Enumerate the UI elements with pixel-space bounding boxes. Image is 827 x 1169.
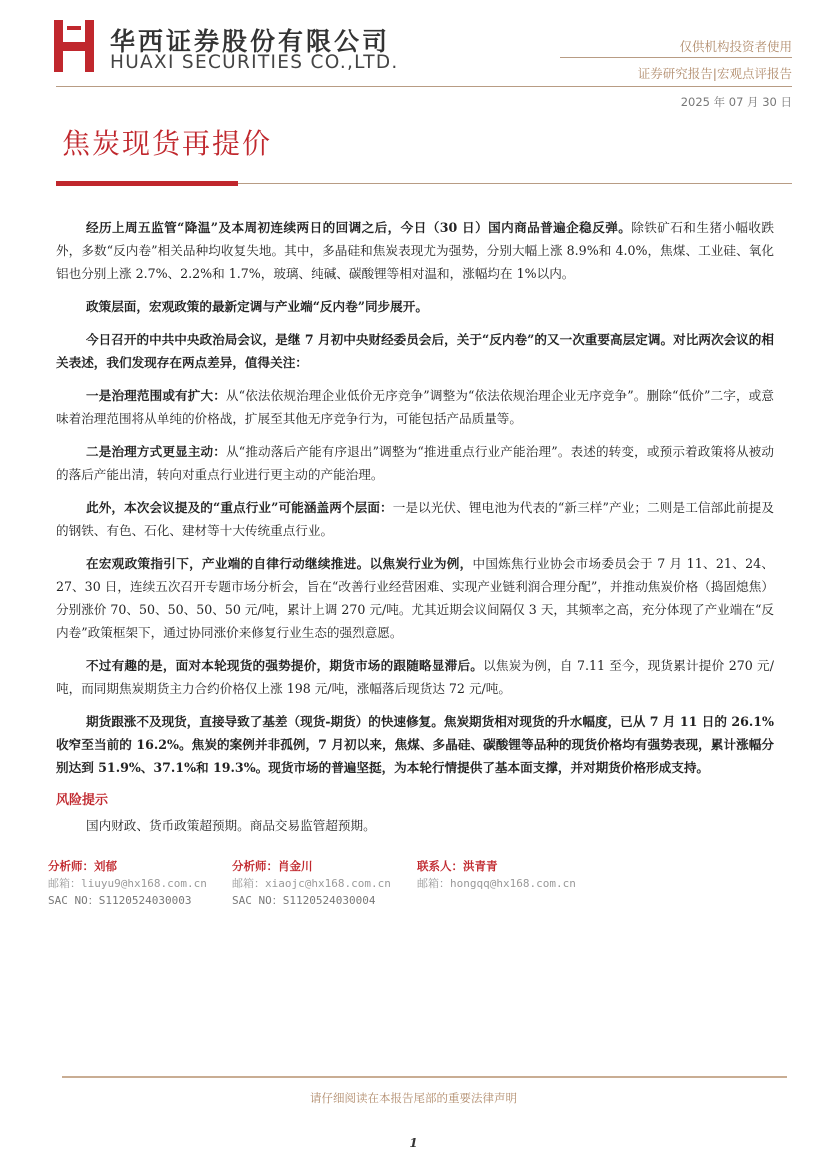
paragraph-6: 此外，本次会议提及的“重点行业”可能涵盖两个层面：一是以光伏、锂电池为代表的“新三样”产业；二则是工信部此前提及的钢铁、有色、石化、建材等十大传统重点行业。	[56, 500, 774, 538]
contact-1	[417, 857, 617, 892]
paragraph-5: 二是治理方式更显主动：从“推动落后产能有序退出”调整为“推进重点行业产能治理”。表述的转变，或预示着政策将从被动的落后产能出清，转向对重点行业进行更主动的产能治理。	[56, 444, 775, 482]
paragraph-2: 政策层面，宏观政策的最新定调与产业端“反内卷”同步展开。	[86, 299, 428, 314]
page-number: 1	[409, 1136, 418, 1150]
report-date: 2025 年 07 月 30 日	[680, 95, 792, 109]
paragraph-1: 经历上周五监管“降温”及本周初连续两日的回调之后，今日（30 日）国内商品普遍企稳反弹。除铁矿石和生猪小幅收跌外，多数“反内卷”相关品种均收复失地。其中，多晶硅和焦炭表现尤为强势，分别大幅上涨 8.9%和 4.0%，焦煤、工业硅、氧化铝也分别上涨 2.7%、2.2%和 1.7%，玻璃、纯碱、碳酸锂等相对温和，涨幅均在 1%以内。	[56, 220, 774, 281]
audience-note: 仅供机构投资者使用	[679, 39, 792, 54]
title-accent-bar	[56, 181, 238, 186]
report-title: 焦炭现货再提价	[62, 127, 273, 160]
report-type: 证券研究报告|宏观点评报告	[637, 66, 792, 81]
paragraph-8: 不过有趣的是，面对本轮现货的强势提价，期货市场的跟随略显滞后。以焦炭为例，自 7.11 至今，现货累计提价 270 元/吨，而同期焦炭期货主力合约价格仅上涨 198 元/吨，涨幅落后现货达 72 元/吨。	[56, 658, 774, 696]
analyst-sac: SAC NO：S1120524030003	[48, 894, 192, 907]
huaxi-logo-icon	[54, 20, 94, 72]
paragraph-4: 一是治理范围或有扩大：从“依法依规治理企业低价无序竞争”调整为“依法依规治理企业无序竞争”。删除“低价”二字，或意味着治理范围将从单纯的价格战，扩展至其他无序竞争行为，可能包括产品质量等。	[56, 388, 774, 426]
risk-text: 国内财政、货币政策超预期。商品交易监管超预期。	[86, 818, 376, 833]
footer-disclaimer: 请仔细阅读在本报告尾部的重要法律声明	[310, 1091, 517, 1105]
paragraph-9: 期货跟涨不及现货，直接导致了基差（现货-期货）的快速修复。焦炭期货相对现货的升水幅度，已从 7 月 11 日的 26.1%收窄至当前的 16.2%。焦炭的案例并非孤例，7 月初以来，焦煤、多晶硅、碳酸锂等品种的现货价格均有强势表现，累计涨幅分别达到 51.9%、37.1%和 19.3%。现货市场的普遍坚挺，为本轮行情提供了基本面支撑，并对期货价格形成支持。	[56, 714, 774, 775]
risk-heading: 风险提示	[56, 793, 109, 808]
title-rule	[238, 183, 792, 184]
header-rule	[56, 86, 792, 87]
analyst-2	[232, 857, 432, 909]
analyst-1	[48, 857, 248, 909]
header-divider	[560, 57, 792, 58]
contact-email[interactable]: 邮箱：hongqq@hx168.com.cn	[417, 877, 576, 890]
analyst-sac: SAC NO：S1120524030004	[232, 894, 376, 907]
analyst-name: 分析师：肖金川	[232, 859, 313, 873]
paragraph-3: 今日召开的中共中央政治局会议，是继 7 月初中央财经委员会后，关于“反内卷”的又一次重要高层定调。对比两次会议的相关表述，我们发现存在两点差异，值得关注：	[56, 332, 774, 370]
footer-rule	[62, 1076, 787, 1078]
analyst-email[interactable]: 邮箱：xiaojc@hx168.com.cn	[232, 877, 391, 890]
analyst-email[interactable]: 邮箱：liuyu9@hx168.com.cn	[48, 877, 207, 890]
company-name-en: HUAXI SECURITIES CO.,LTD.	[110, 52, 399, 73]
paragraph-7: 在宏观政策指引下，产业端的自律行动继续推进。以焦炭行业为例，中国炼焦行业协会市场委员会于 7 月 11、21、24、27、30 日，连续五次召开专题市场分析会，旨在“改善行业经营困难、实现产业链利润合理分配”，并推动焦炭价格（捣固熄焦）分别涨价 70、50、50、50、50 元/吨，累计上调 270 元/吨。尤其近期会议间隔仅 3 天，其频率之高，充分体现了产业端在“反内卷”政策框架下，通过协同涨价来修复行业生态的强烈意愿。	[56, 556, 774, 640]
report-body	[56, 216, 774, 837]
contact-name: 联系人：洪青青	[417, 859, 498, 873]
analyst-name: 分析师：刘郁	[48, 859, 117, 873]
company-name-cn: 华西证券股份有限公司	[110, 27, 391, 56]
